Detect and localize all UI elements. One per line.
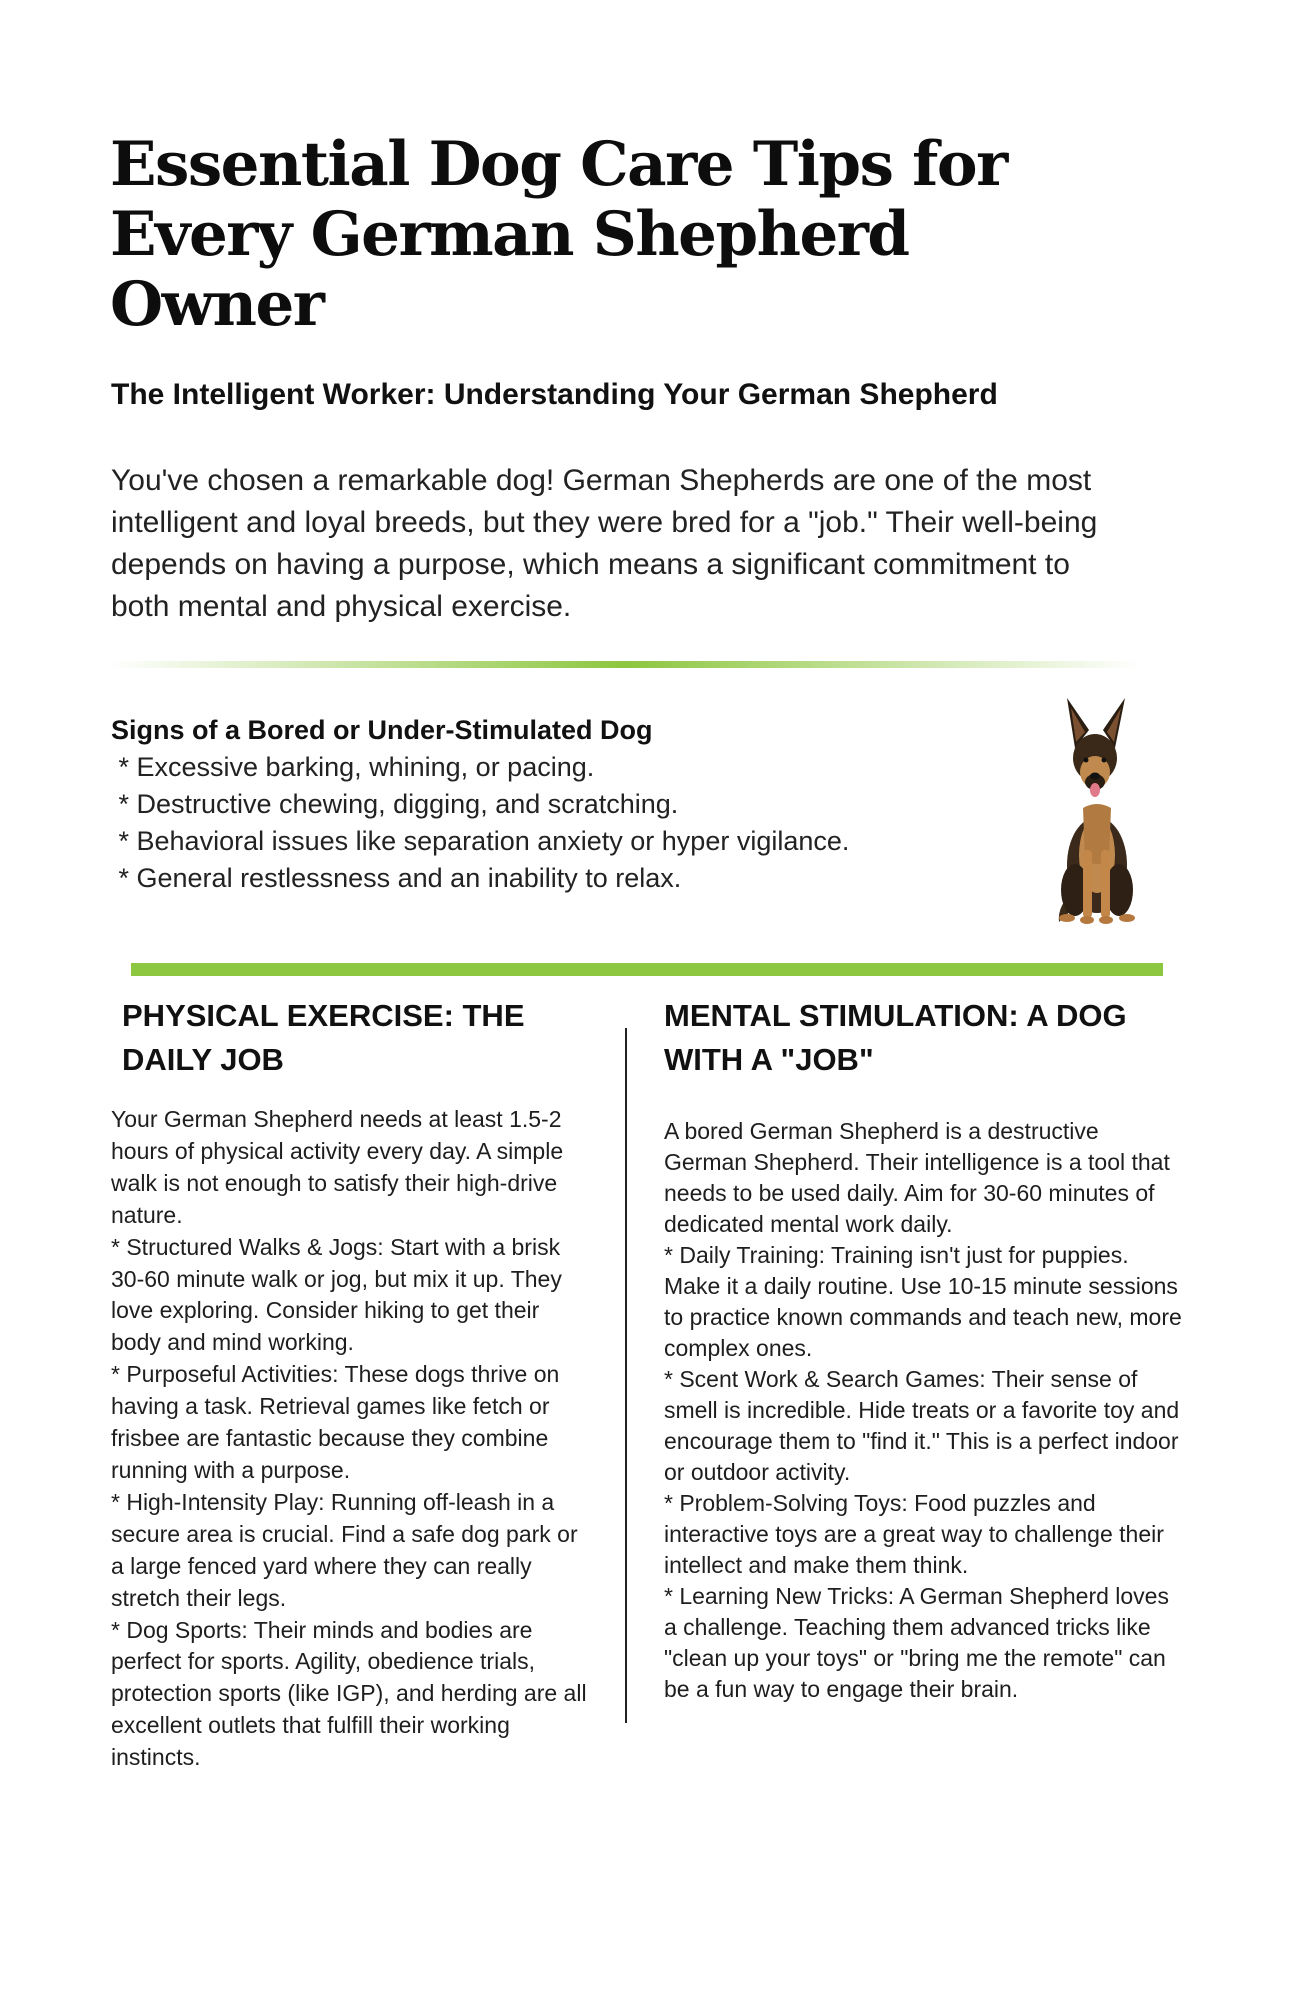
green-accent-bar	[131, 963, 1163, 976]
list-item: * General restlessness and an inability to relax.	[111, 863, 682, 893]
physical-exercise-heading: PHYSICAL EXERCISE: THE DAILY JOB	[122, 998, 525, 1077]
paragraph: Your German Shepherd needs at least 1.5-2 hours of physical activity every day. A simple walk is not enough to satisfy their high-drive nature.	[111, 1106, 564, 1228]
list-item: * Scent Work & Search Games: Their sense of smell is incredible. Hide treats or a favorite toy and encourage them to "find it." This is a perfect indoor or outdoor activity.	[664, 1366, 1180, 1485]
intro-paragraph: You've chosen a remarkable dog! German Shepherds are one of the most intelligent and loyal breeds, but they were bred for a "job." Their well-being depends on having a purpose, which means a significant commitment to both mental and physical exercise.	[111, 464, 1098, 623]
gradient-divider	[110, 661, 1140, 668]
list-item: * Purposeful Activities: These dogs thrive on having a task. Retrieval games like fetch or frisbee are fantastic because they combine running with a purpose.	[111, 1361, 560, 1483]
signs-section	[111, 712, 1011, 897]
signs-heading: Signs of a Bored or Under-Stimulated Dog	[111, 715, 653, 745]
list-item: * Dog Sports: Their minds and bodies are perfect for sports. Agility, obedience trials, protection sports (like IGP), and herding are all excellent outlets that fulfill their working instincts.	[111, 1616, 587, 1771]
column-divider	[625, 1028, 627, 1723]
list-item: * Problem-Solving Toys: Food puzzles and interactive toys are a great way to challenge their intellect and make them think.	[664, 1490, 1164, 1578]
list-item: * Daily Training: Training isn't just for puppies. Make it a daily routine. Use 10-15 minute sessions to practice known commands and teach new, more complex ones.	[664, 1242, 1182, 1361]
physical-exercise-column	[111, 994, 591, 1774]
mental-stimulation-body	[664, 1116, 1184, 1705]
list-item: * High-Intensity Play: Running off-leash in a secure area is crucial. Find a safe dog park or a large fenced yard where they can really stretch their legs.	[111, 1488, 578, 1611]
list-item: * Excessive barking, whining, or pacing.	[111, 752, 595, 782]
mental-stimulation-column	[664, 994, 1184, 1705]
list-item: * Learning New Tricks: A German Shepherd loves a challenge. Teaching them advanced tricks like "clean up your toys" or "bring me the remote" can be a fun way to engage their brain.	[664, 1583, 1169, 1702]
list-item: * Behavioral issues like separation anxiety or hyper vigilance.	[111, 826, 850, 856]
list-item: * Destructive chewing, digging, and scratching.	[111, 789, 679, 819]
german-shepherd-image	[1045, 690, 1145, 930]
page-title: Essential Dog Care Tips for Every German Shepherd Owner	[110, 129, 1007, 340]
mental-stimulation-heading: MENTAL STIMULATION: A DOG WITH A "JOB"	[664, 998, 1127, 1077]
signs-list	[111, 749, 1011, 897]
physical-exercise-body	[111, 1104, 591, 1774]
list-item: * Structured Walks & Jogs: Start with a brisk 30-60 minute walk or jog, but mix it up. They love exploring. Consider hiking to get their body and mind working.	[111, 1233, 562, 1356]
section-subtitle: The Intelligent Worker: Understanding Your German Shepherd	[111, 378, 998, 411]
paragraph: A bored German Shepherd is a destructive German Shepherd. Their intelligence is a tool that needs to be used daily. Aim for 30-60 minutes of dedicated mental work daily.	[664, 1118, 1170, 1237]
